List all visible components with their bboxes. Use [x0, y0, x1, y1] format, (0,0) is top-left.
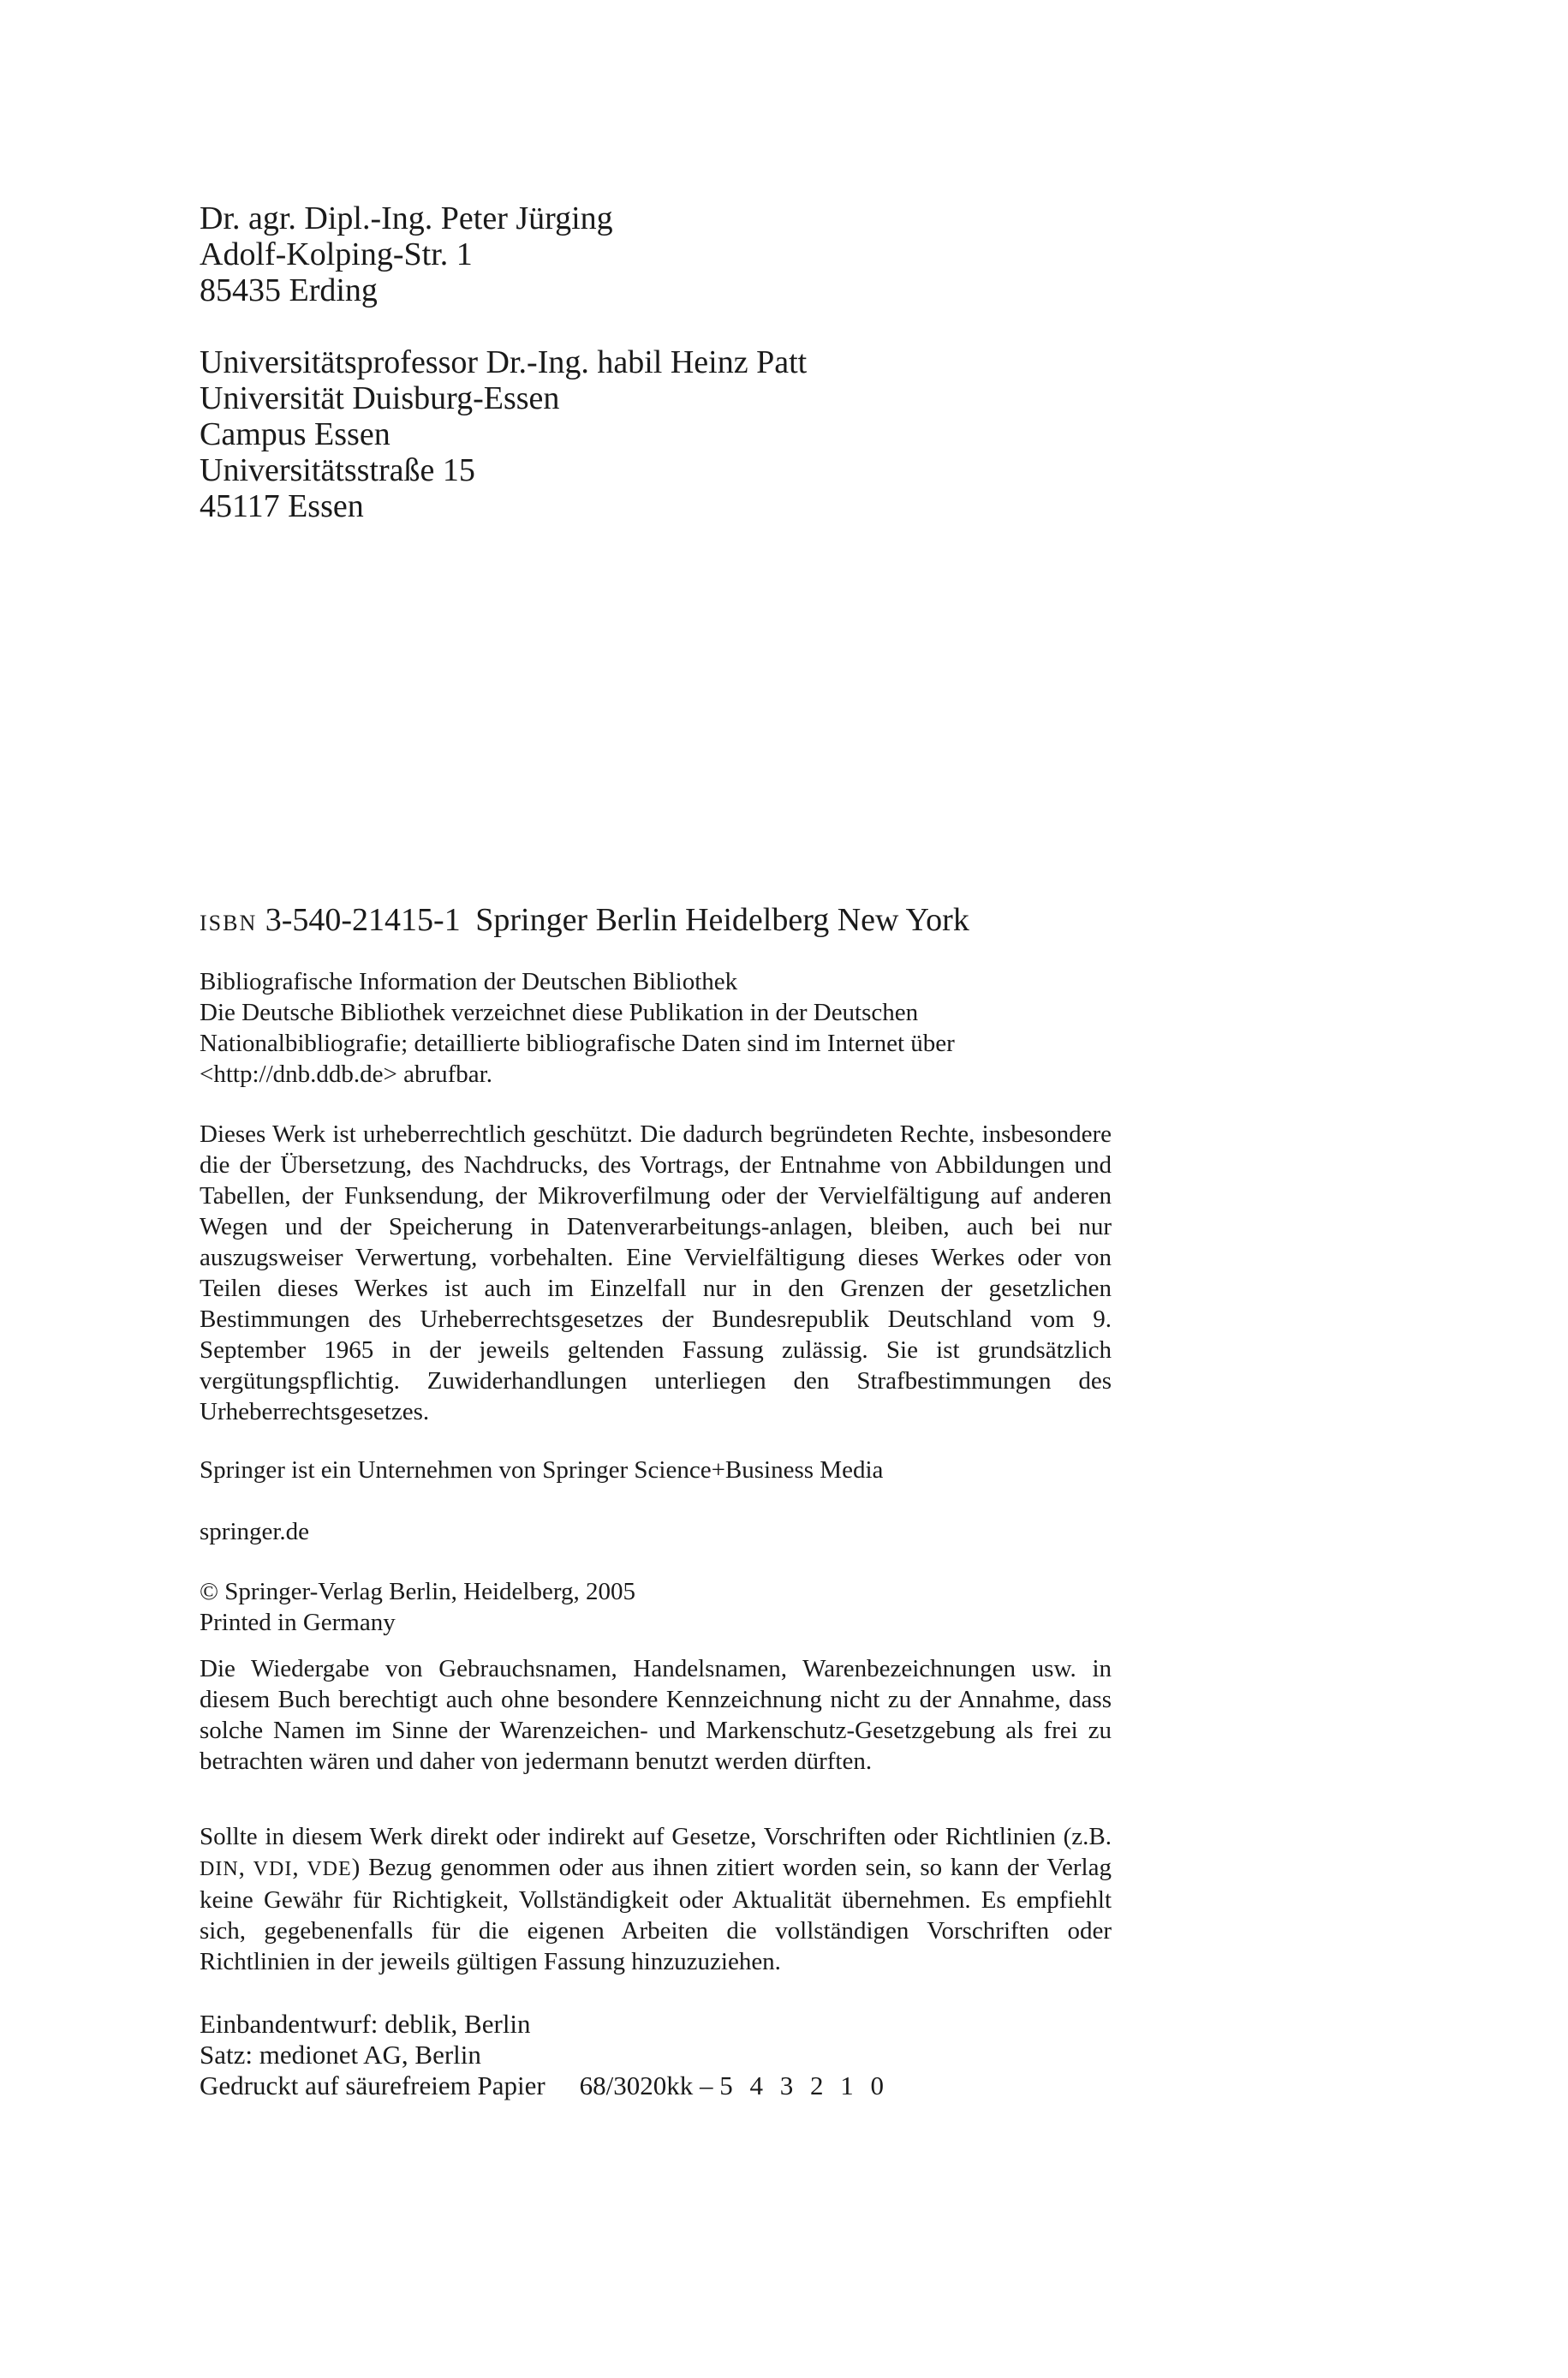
vde-abbr: VDE	[307, 1858, 352, 1880]
website: springer.de	[200, 1518, 310, 1545]
address-line: 85435 Erding	[200, 272, 378, 308]
copyright-page	[200, 0, 1116, 2378]
standards-text-after: ) Bezug genommen oder aus ihnen zitiert worden sein, so kann der Verlag keine Gewähr für Richtigkeit, Vollständigkeit oder Aktualität übernehmen. Es empfiehlt sich, gegebenenfalls für die eigenen Arbeiten die vollständigen Vorschriften oder Richtlinien in der jeweils gültigen Fassung hinzuzuziehen.	[200, 1854, 1112, 1975]
author-address-1	[200, 200, 613, 308]
author-name: Dr. agr. Dipl.-Ing. Peter Jürging	[200, 200, 613, 236]
production-credits	[200, 2009, 889, 2101]
bibliography-line: <http://dnb.ddb.de> abrufbar.	[200, 1061, 492, 1088]
author-name: Universitätsprofessor Dr.-Ing. habil Heinz Patt	[200, 344, 808, 380]
cover-design: Einbandentwurf: deblik, Berlin	[200, 2009, 531, 2039]
paper-line	[200, 2070, 889, 2101]
address-line: Adolf-Kolping-Str. 1	[200, 236, 473, 272]
isbn-label: ISBN	[200, 911, 258, 935]
springer-statement: Springer ist ein Unternehmen von Springer Science+Business Media	[200, 1456, 884, 1484]
isbn-line	[200, 901, 969, 942]
address-line: 45117 Essen	[200, 488, 364, 524]
bibliography-line: Bibliografische Information der Deutschen Bibliothek	[200, 968, 738, 995]
isbn-number: 3-540-21415-1	[265, 902, 461, 938]
bibliography-line: Nationalbibliografie; detaillierte bibliografische Daten sind im Internet über	[200, 1030, 955, 1057]
bibliography-info	[200, 966, 1112, 1090]
typesetting: Satz: medionet AG, Berlin	[200, 2040, 481, 2070]
print-code-prefix: 68/3020kk –	[579, 2070, 720, 2100]
copyright-line: © Springer-Verlag Berlin, Heidelberg, 2005	[200, 1578, 635, 1605]
standards-text-before: Sollte in diesem Werk direkt oder indirekt auf Gesetze, Vorschriften oder Richtlinien (z.B.	[200, 1823, 1112, 1850]
copyright-notice: Dieses Werk ist urheberrechtlich geschützt. Die dadurch begründeten Rechte, insbesondere die der Übersetzung, des Nachdrucks, des Vortrags, der Entnahme von Abbildungen und Tabellen, der Funksendung, der Mikroverfilmung oder der Vervielfältigung auf anderen Wegen und der Speicherung in Datenverarbeitungs-anlagen, bleiben, auch bei nur auszugsweiser Verwertung, vorbehalten. Eine Vervielfältigung dieses Werkes oder von Teilen dieses Werkes ist auch im Einzelfall nur in den Grenzen der gesetzlichen Bestimmungen des Urheberrechtsgesetzes der Bundesrepublik Deutschland vom 9. September 1965 in der jeweils geltenden Fassung zulässig. Sie ist grundsätzlich vergütungspflichtig. Zuwiderhandlungen unterliegen den Strafbestimmungen des Urheberrechtsgesetzes.	[200, 1120, 1112, 1425]
publisher-cities: Springer Berlin Heidelberg New York	[475, 902, 969, 938]
vdi-abbr: VDI	[253, 1858, 293, 1880]
din-abbr: DIN	[200, 1858, 239, 1880]
address-line: Campus Essen	[200, 416, 391, 452]
address-line: Universitätsstraße 15	[200, 452, 475, 488]
paper-note: Gedruckt auf säurefreiem Papier	[200, 2070, 546, 2100]
standards-notice: Sollte in diesem Werk direkt oder indirekt auf Gesetze, Vorschriften oder Richtlinien (z.B. DIN, VDI, VDE) Bezug genommen oder aus ihnen zitiert worden sein, so kann der Verlag keine Gewähr für Richtigkeit, Vollständigkeit oder Aktualität übernehmen. Es empfiehlt sich, gegebenenfalls für die eigenen Arbeiten die vollständigen Vorschriften oder Richtlinien in der jeweils gültigen Fassung hinzuzuziehen.	[200, 1823, 1112, 1975]
print-code	[580, 2070, 889, 2101]
address-line: Universität Duisburg-Essen	[200, 380, 560, 416]
print-run-digits: 5 4 3 2 1 0	[719, 2070, 890, 2100]
author-address-2	[200, 344, 807, 524]
trademark-notice: Die Wiedergabe von Gebrauchsnamen, Handelsnamen, Warenbezeichnungen usw. in diesem Buch berechtigt auch ohne besondere Kennzeichnung nicht zu der Annahme, dass solche Namen im Sinne der Warenzeichen- und Markenschutz-Gesetzgebung als frei zu betrachten wären und daher von jedermann benutzt werden dürften.	[200, 1655, 1112, 1775]
printed-in: Printed in Germany	[200, 1609, 396, 1636]
publisher-copyright	[200, 1576, 1112, 1638]
bibliography-line: Die Deutsche Bibliothek verzeichnet diese Publikation in der Deutschen	[200, 999, 919, 1026]
